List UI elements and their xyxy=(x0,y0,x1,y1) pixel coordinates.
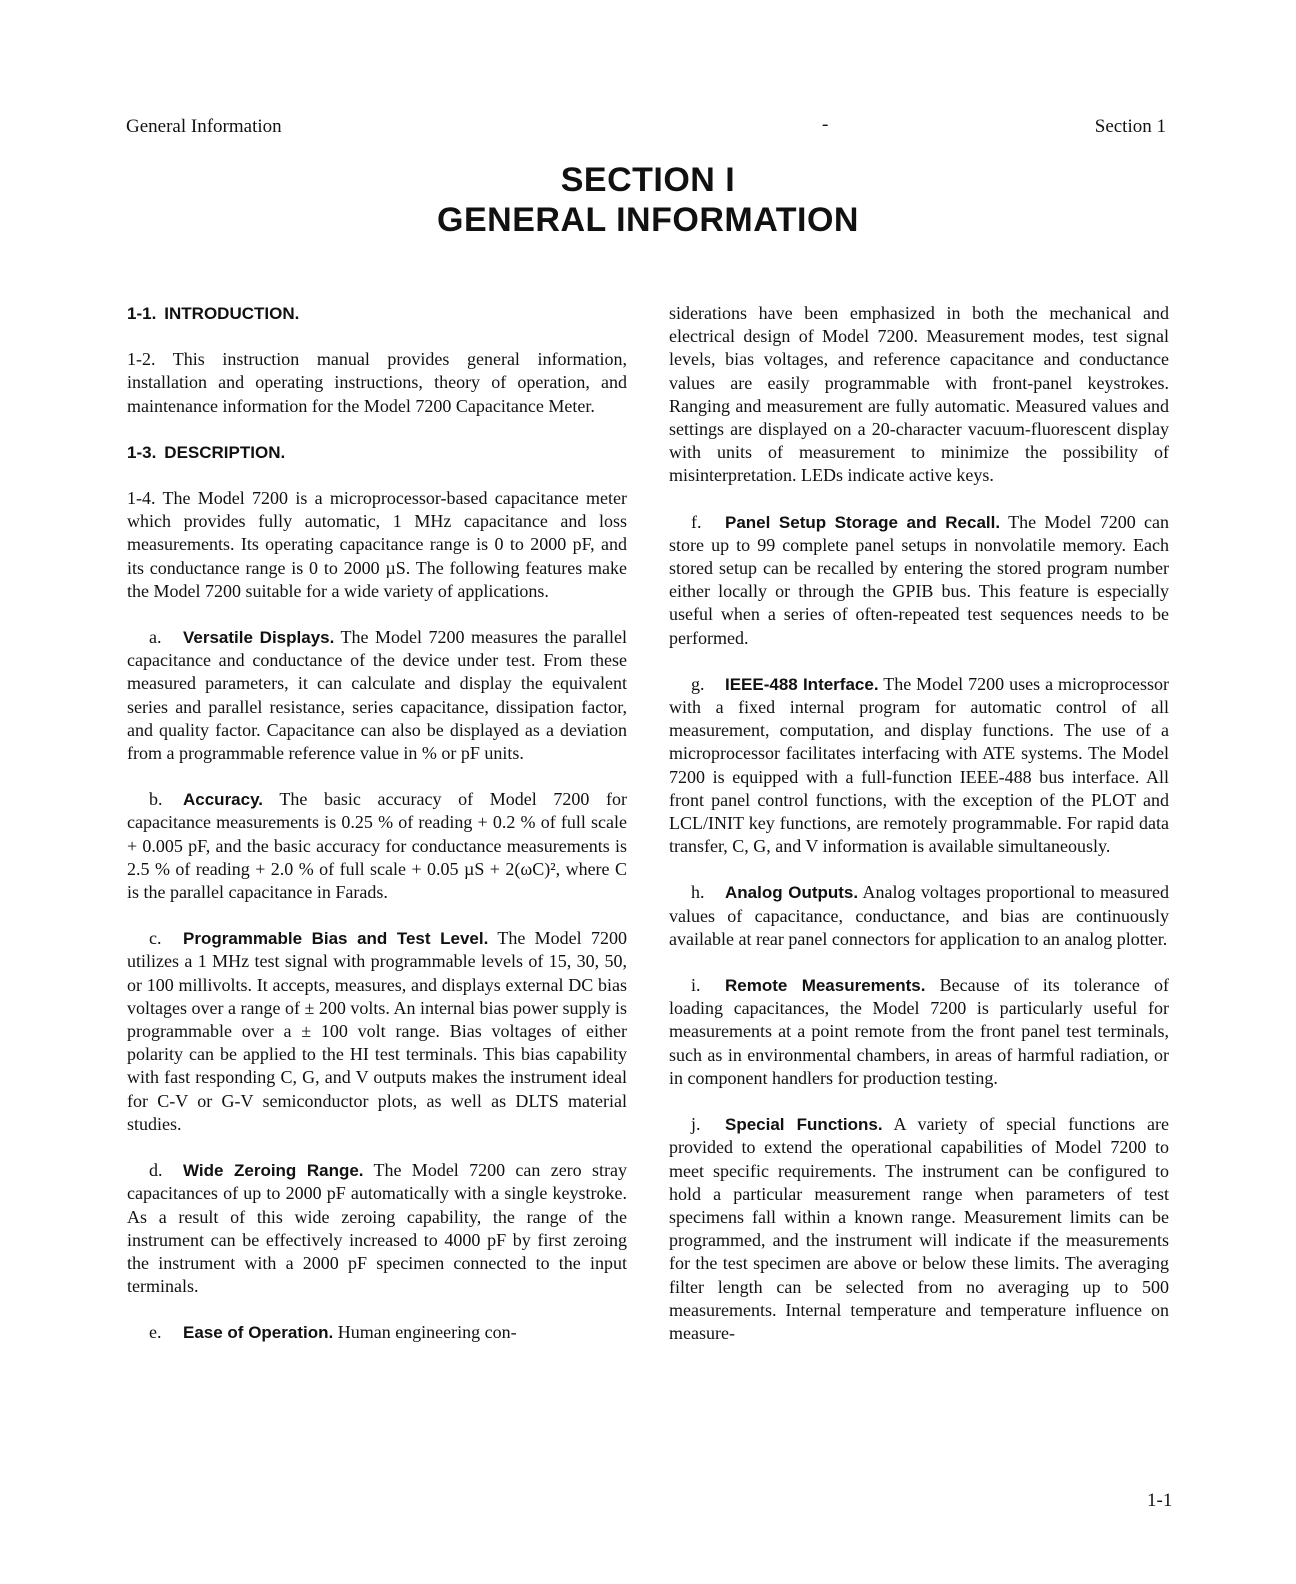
heading-number: 1-3. xyxy=(127,442,157,462)
feature-e xyxy=(127,1321,627,1344)
feature-f xyxy=(669,511,1169,650)
paragraph-number: 1-4. xyxy=(127,488,156,509)
title-line-2: GENERAL INFORMATION xyxy=(437,201,859,239)
feature-text: Because of its tolerance of loading capacitances, the Model 7200 is particularly useful for measurements at a point remote from the front panel test terminals, such as in environmental chambers, in areas of harmful radiation, or in component handlers for production testing. xyxy=(669,975,1169,1088)
title-line-1: SECTION I xyxy=(560,161,736,199)
right-column xyxy=(669,302,1169,1368)
feature-letter: c. xyxy=(149,928,162,949)
header-right: Section 1 xyxy=(1094,116,1166,137)
paragraph-1-2 xyxy=(127,348,627,418)
feature-e-continued: siderations have been emphasized in both the mechanical and electrical design of Model 7200. Measurement modes, test signal levels, bias voltages, and reference capacitance and conductance values are easily programmable with front-panel keystrokes. Ranging and measurement are fully automatic. Measured values and settings are displayed on a 20-character vacuum-fluorescent display with units of measurement to minimize the possibility of misinterpretation. LEDs indicate active keys. xyxy=(669,303,1169,486)
heading-title: DESCRIPTION. xyxy=(164,442,286,462)
feature-title: Analog Outputs. xyxy=(725,883,859,903)
feature-letter: a. xyxy=(149,627,162,648)
feature-letter: j. xyxy=(691,1114,701,1135)
running-header xyxy=(126,116,1166,140)
feature-text: Human engineering con- xyxy=(337,1322,517,1343)
feature-title: Special Functions. xyxy=(725,1115,883,1135)
header-left: General Information xyxy=(126,116,282,137)
feature-letter: f. xyxy=(691,511,702,532)
feature-i xyxy=(669,974,1169,1090)
left-column xyxy=(127,302,627,1368)
paragraph-text: This instruction manual provides general information, installation and operating instructions, theory of operation, and maintenance information for the Model 7200 Capacitance Meter. xyxy=(127,349,627,416)
feature-title: Remote Measurements. xyxy=(725,976,926,996)
heading-number: 1-1. xyxy=(127,304,157,323)
feature-title: Panel Setup Storage and Recall. xyxy=(725,512,1001,532)
feature-title: Wide Zeroing Range. xyxy=(183,1161,364,1181)
feature-title: Accuracy. xyxy=(183,790,264,810)
feature-letter: b. xyxy=(149,789,163,810)
feature-text: The basic accuracy of Model 7200 for capacitance measurements is 0.25 % of reading + 0.2 % of full scale + 0.005 pF, and the basic accuracy for conductance measurements is 2.5 % of reading + 2.0 % of full scale + 0.05 µS + 2(ωC)², where C is the parallel capacitance in Farads. xyxy=(127,789,627,903)
feature-letter: g. xyxy=(691,673,705,694)
feature-text: The Model 7200 can store up to 99 complete panel setups in nonvolatile memory. Each stored setup can be recalled by entering the stored program number either locally or through the GPIB bus. This feature is especially useful when a series of often-repeated test sequences needs to be performed. xyxy=(669,511,1169,648)
feature-text: The Model 7200 utilizes a 1 MHz test signal with programmable levels of 15, 30, 50, or 100 millivolts. It accepts, measures, and displays external DC bias voltages over a range of ± 200 volts. An internal bias power supply is programmable over a ± 100 volt range. Bias voltages of either polarity can be applied to the HI test terminals. This bias capability with fast responding C, G, and V outputs makes the instrument ideal for C-V or G-V semiconductor plots, as well as DLTS material studies. xyxy=(127,928,627,1134)
header-dash: - xyxy=(822,114,829,135)
page-number: 1-1 xyxy=(1147,1490,1173,1511)
feature-title: Ease of Operation. xyxy=(183,1323,334,1343)
feature-h xyxy=(669,881,1169,951)
feature-title: Programmable Bias and Test Level. xyxy=(183,929,489,949)
feature-text: The Model 7200 measures the parallel capacitance and conductance of the device under test. From these measured parameters, it can calculate and display the equivalent series and parallel resistance, series capacitance, dissipation factor, and quality factor. Capacitance can also be displayed as a deviation from a programmable reference value in % or pF units. xyxy=(127,627,627,764)
feature-letter: h. xyxy=(691,882,705,903)
heading-description xyxy=(127,441,627,464)
feature-j xyxy=(669,1113,1169,1345)
feature-letter: d. xyxy=(149,1160,163,1181)
feature-text: The Model 7200 can zero stray capacitances of up to 2000 pF automatically with a single keystroke. As a result of this wide zeroing capability, the range of the instrument can be effectively increased to 4000 pF by first zeroing the instrument with a 2000 pF specimen connected to the input terminals. xyxy=(127,1160,627,1297)
heading-title: INTRODUCTION. xyxy=(164,304,300,323)
feature-text: Analog voltages proportional to measured values of capacitance, conductance, and bias are continuously available at rear panel connectors for application to an analog plotter. xyxy=(669,882,1169,949)
feature-a xyxy=(127,626,627,765)
heading-introduction xyxy=(127,302,627,325)
page-title xyxy=(0,160,1296,240)
feature-c xyxy=(127,927,627,1136)
paragraph-text: The Model 7200 is a microprocessor-based capacitance meter which provides fully automatic, 1 MHz capacitance and loss measurements. Its operating capacitance range is 0 to 2000 pF, and its conductance range is 0 to 2000 µS. The following features make the Model 7200 suitable for a wide variety of applications. xyxy=(127,488,627,601)
feature-g xyxy=(669,673,1169,859)
feature-text: The Model 7200 uses a microprocessor with a fixed internal program for automatic control of all measurement, computation, and display functions. The use of a microprocessor facilitates interfacing with ATE systems. The Model 7200 is equipped with a full-function IEEE-488 bus interface. All front panel control functions, with the exception of the PLOT and LCL/INIT key functions, are remotely programmable. For rapid data transfer, C, G, and V information is available simultaneously. xyxy=(669,673,1169,857)
feature-title: Versatile Displays. xyxy=(183,628,335,648)
feature-text: A variety of special functions are provided to extend the operational capabilities of Model 7200 to meet specific requirements. The instrument can be configured to hold a particular measurement range when parameters of test specimens fall within a known range. Measurement limits can be programmed, and the instrument will indicate if the measurements for the test specimen are above or below these limits. The averaging filter length can be selected from no averaging up to 500 measurements. Internal temperature and temperature influence on measure- xyxy=(669,1114,1169,1343)
paragraph-number: 1-2. xyxy=(127,349,156,370)
feature-title: IEEE-488 Interface. xyxy=(725,674,879,694)
feature-d xyxy=(127,1159,627,1298)
feature-b xyxy=(127,788,627,904)
feature-letter: i. xyxy=(691,975,701,996)
feature-letter: e. xyxy=(149,1322,162,1343)
paragraph-1-4 xyxy=(127,487,627,603)
